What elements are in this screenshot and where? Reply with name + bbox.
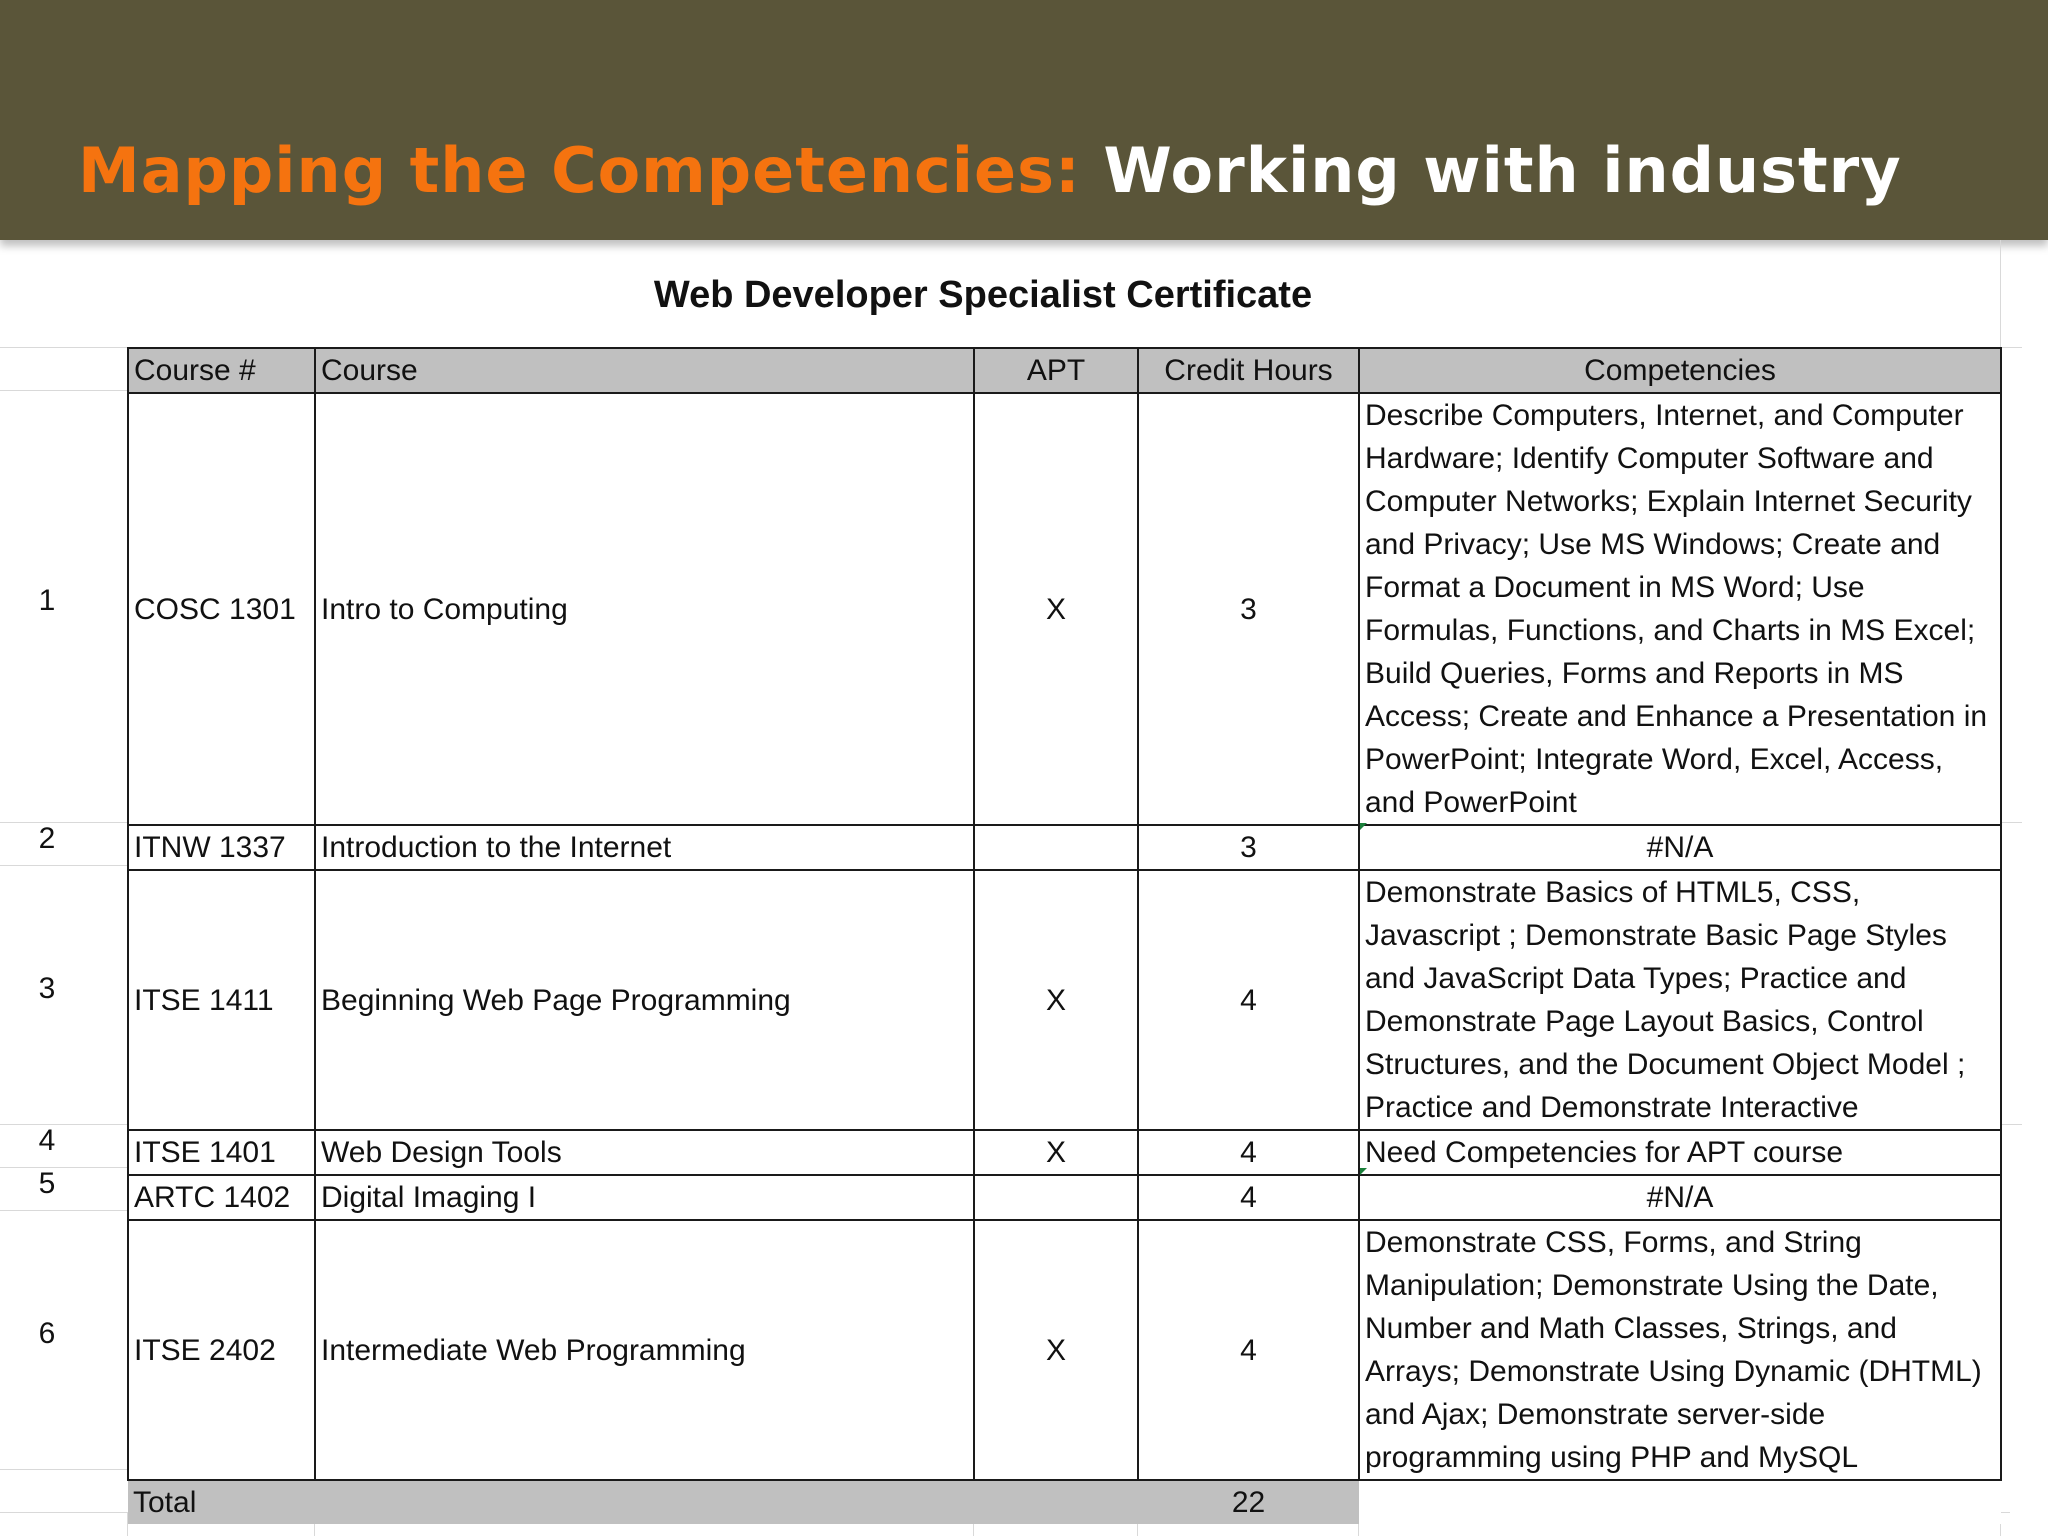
- gridline: [2000, 822, 2022, 823]
- slide-title-accent: Mapping the Competencies:: [78, 134, 1081, 207]
- apt-cell: [974, 1175, 1138, 1220]
- apt-cell: X: [974, 393, 1138, 825]
- table-row: [128, 393, 2001, 825]
- course-code-cell: ITSE 1401: [128, 1130, 315, 1175]
- total-label: Total: [128, 1480, 315, 1524]
- credit-hours-cell: 4: [1138, 1175, 1359, 1220]
- course-name-cell: Introduction to the Internet: [315, 825, 974, 870]
- competencies-cell: Demonstrate Basics of HTML5, CSS, Javascript ; Demonstrate Basic Page Styles and JavaScript Data Types; Practice and Demonstrate Page Layout Basics, Control Structures, and the Document Object Model ; Practice and Demonstrate Interactive: [1359, 870, 2001, 1130]
- sheet-title: Web Developer Specialist Certificate: [653, 274, 1313, 316]
- gridline: [0, 822, 127, 823]
- col-header-course: Course: [315, 348, 974, 393]
- course-table: [127, 347, 2002, 1524]
- error-indicator-icon: [1360, 823, 1367, 830]
- course-code-cell: COSC 1301: [128, 393, 315, 825]
- competencies-cell: Demonstrate CSS, Forms, and String Manipulation; Demonstrate Using the Date, Number and Math Classes, Strings, and Arrays; Demonstrate Using Dynamic (DHTML) and Ajax; Demonstrate server-side programming using PHP and MySQL: [1359, 1220, 2001, 1480]
- course-name-cell: Intro to Computing: [315, 393, 974, 825]
- gridline: [0, 1124, 127, 1125]
- slide-title: [78, 128, 1902, 214]
- row-number: 1: [38, 584, 56, 617]
- col-header-competencies: Competencies: [1359, 348, 2001, 393]
- course-code-cell: ITSE 2402: [128, 1220, 315, 1480]
- error-indicator-icon: [1360, 1168, 1367, 1175]
- competencies-cell: #N/A: [1359, 825, 2001, 870]
- table-row: [128, 1220, 2001, 1480]
- slide-title-main: Working with industry: [1080, 134, 1902, 207]
- apt-cell: [974, 825, 1138, 870]
- course-code-cell: ITNW 1337: [128, 825, 315, 870]
- col-header-course-number: Course #: [128, 348, 315, 393]
- table-row: [128, 870, 2001, 1130]
- apt-cell: X: [974, 870, 1138, 1130]
- total-filler: [974, 1480, 1138, 1524]
- course-name-cell: Beginning Web Page Programming: [315, 870, 974, 1130]
- credit-hours-cell: 3: [1138, 825, 1359, 870]
- gridline: [0, 1210, 127, 1211]
- gridline: [0, 1167, 127, 1168]
- course-code-cell: ARTC 1402: [128, 1175, 315, 1220]
- total-row: [128, 1480, 2001, 1524]
- table-row: [128, 825, 2001, 870]
- row-number: 2: [38, 822, 56, 855]
- credit-hours-cell: 4: [1138, 1220, 1359, 1480]
- apt-cell: X: [974, 1130, 1138, 1175]
- competencies-cell: Describe Computers, Internet, and Computer Hardware; Identify Computer Software and Computer Networks; Explain Internet Security and Privacy; Use MS Windows; Create and Format a Document in MS Word; Use Formulas, Functions, and Charts in MS Excel; Build Queries, Forms and Reports in MS Access; Create and Enhance a Presentation in PowerPoint; Integrate Word, Excel, Access, and PowerPoint: [1359, 393, 2001, 825]
- total-blank: [1359, 1480, 2001, 1524]
- course-code-cell: ITSE 1411: [128, 870, 315, 1130]
- course-name-cell: Web Design Tools: [315, 1130, 974, 1175]
- competencies-cell: Need Competencies for APT course: [1359, 1130, 2001, 1175]
- row-number: 4: [38, 1124, 56, 1157]
- title-banner: [0, 0, 2048, 240]
- gridline: [0, 390, 127, 391]
- credit-hours-cell: 4: [1138, 870, 1359, 1130]
- total-filler: [315, 1480, 974, 1524]
- col-header-credit-hours: Credit Hours: [1138, 348, 1359, 393]
- credit-hours-cell: 4: [1138, 1130, 1359, 1175]
- row-number: 6: [38, 1317, 56, 1350]
- total-credit-hours: 22: [1138, 1480, 1359, 1524]
- course-name-cell: Intermediate Web Programming: [315, 1220, 974, 1480]
- col-header-apt: APT: [974, 348, 1138, 393]
- gridline: [2000, 1124, 2022, 1125]
- gridline: [0, 865, 127, 866]
- gridline: [2000, 347, 2022, 348]
- credit-hours-cell: 3: [1138, 393, 1359, 825]
- row-number: 3: [38, 972, 56, 1005]
- gridline: [0, 347, 127, 348]
- gridline: [0, 1469, 127, 1470]
- table-header-row: [128, 348, 2001, 393]
- row-number: 5: [38, 1167, 56, 1200]
- course-name-cell: Digital Imaging I: [315, 1175, 974, 1220]
- apt-cell: X: [974, 1220, 1138, 1480]
- table-row: [128, 1130, 2001, 1175]
- competencies-cell: #N/A: [1359, 1175, 2001, 1220]
- table-row: [128, 1175, 2001, 1220]
